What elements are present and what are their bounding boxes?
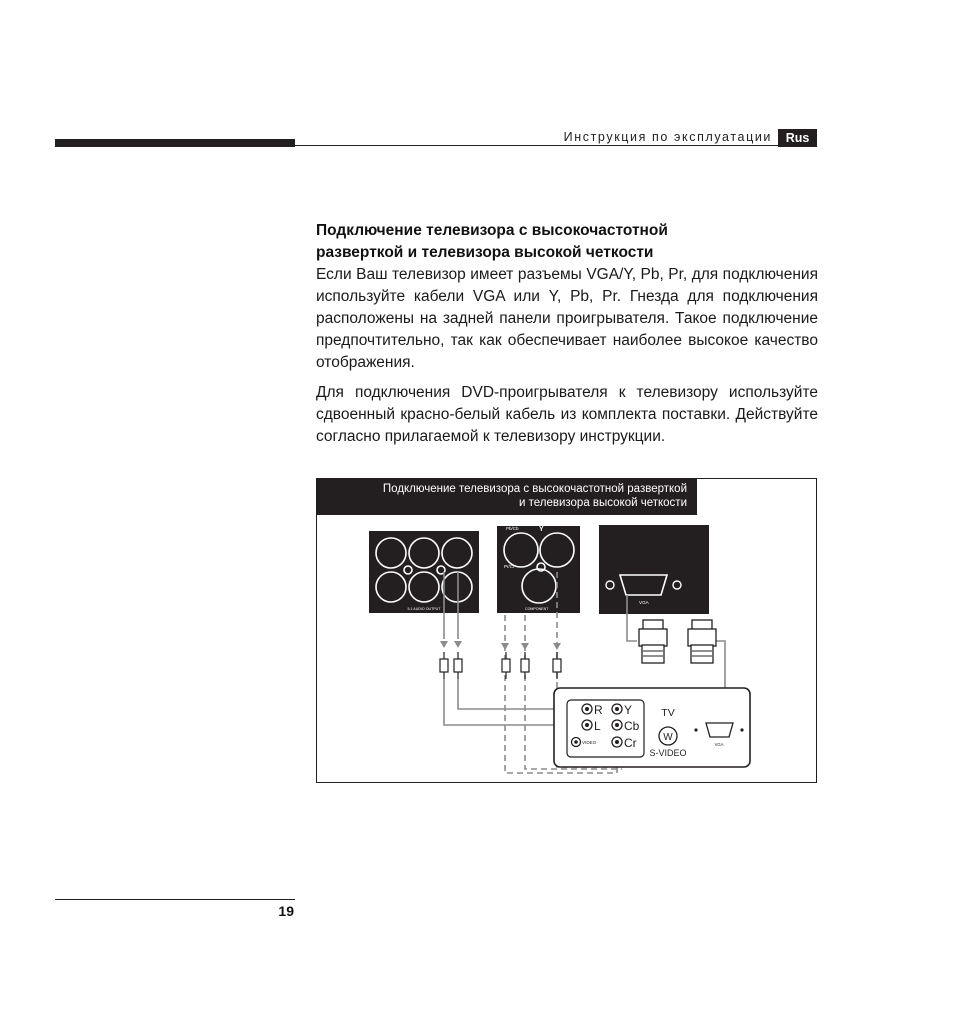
section-title-line-1: Подключение телевизора с высокочастотной	[316, 222, 668, 239]
figure-caption	[317, 479, 697, 515]
vga-plug-left	[639, 620, 667, 663]
header-bar	[55, 139, 295, 147]
audio-output-label: 5.1 AUDIO OUTPUT	[407, 607, 441, 611]
paragraph-audio-cable: Для подключения DVD-проигрывателя к телевизору используйте сдвоенный красно-белый кабель из комплекта поставки. Действуйте согласно прилагаемой к телевизору инструкции.	[316, 384, 818, 445]
component-panel-label: COMPONENT	[525, 607, 549, 611]
tv-y-label: Y	[624, 703, 633, 717]
figure-caption-line-1: Подключение телевизора с высокочастотной разверткой	[382, 483, 687, 495]
tv-l-label: L	[594, 719, 601, 733]
manual-title: Инструкция по эксплуатации	[563, 130, 772, 144]
s-video-label: S-VIDEO	[649, 748, 687, 758]
audio-output-panel	[369, 531, 479, 613]
connection-figure	[316, 478, 817, 783]
component-pr-label: Pr/Cr	[504, 564, 515, 569]
audio-cable-arrows	[440, 641, 462, 648]
tv-video-label: VIDEO	[582, 740, 597, 745]
tv-panel	[554, 688, 750, 767]
component-panel	[497, 526, 580, 613]
tv-title: TV	[661, 707, 675, 719]
vga-panel	[599, 525, 709, 614]
tv-vga-label: VGA	[714, 742, 724, 747]
vga-plug-right	[688, 620, 716, 663]
header-rule	[295, 145, 817, 146]
s-video-symbol: W	[663, 732, 673, 743]
connection-diagram	[317, 479, 817, 783]
page-number: 19	[278, 903, 294, 919]
component-y-label: Y	[539, 526, 544, 533]
section-title	[316, 220, 836, 264]
rca-plugs	[440, 659, 561, 672]
tv-cb-label: Cb	[624, 719, 640, 733]
tv-r-label: R	[594, 703, 603, 717]
component-cable-arrows	[501, 643, 561, 650]
tv-cr-label: Cr	[624, 736, 637, 750]
figure-caption-line-2: и телевизора высокой четкости	[518, 497, 687, 509]
vga-cable-plugs	[639, 620, 716, 663]
vga-panel-label: VGA	[639, 600, 649, 605]
paragraph-vga-component: Если Ваш телевизор имеет разъемы VGA/Y, Pb, Pr, для подключения используйте кабели VGA или Y, Pb, Pr. Гнезда для подключения расположены на задней панели проигрывателя. Такое подключение предпочтительно, так как обеспечивает наиболее высокое качество отображения.	[316, 266, 818, 371]
footer-rule	[55, 899, 295, 900]
section-title-line-2: разверткой и телевизора высокой четкости	[316, 244, 654, 261]
component-pb-label: Pb/Cb	[506, 526, 519, 531]
language-badge: Rus	[778, 129, 817, 147]
